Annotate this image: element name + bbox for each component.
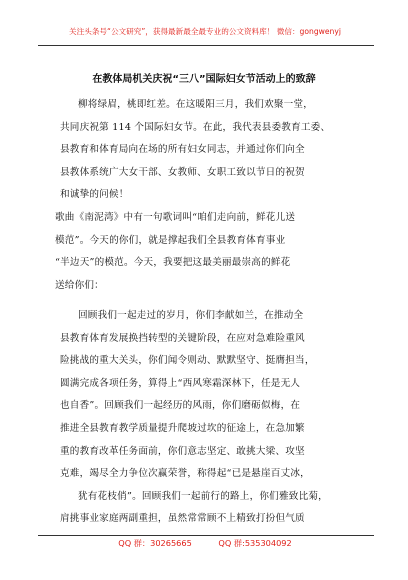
paragraph-line: 重的教育改革任务面前，你们意志坚定、敢挑大梁、攻坚 [60, 445, 305, 457]
paragraph-line: 回顾我们一起走过的岁月，你们李献如兰，在推动全 [78, 310, 304, 321]
paragraph-line: 圆满完成各项任务，算得上“西风寒霜深林下，任是无人 [60, 377, 301, 389]
paragraph-line: 歌曲《南泥湾》中有一句歌词叫“咱们走向前，鲜花儿送 [55, 212, 296, 223]
footer-contact [40, 538, 370, 549]
paragraph-1 [60, 94, 344, 207]
paragraph-line: 县教体系统广大女干部、女教师、女职工致以节日的祝贺 [60, 166, 305, 178]
paragraph-line: “半边天”的模范。今天，我要把这最美丽最崇高的鲜花 [55, 257, 291, 269]
paragraph-line: 模范”。今天的你们，就是撑起我们全县教育体育事业 [55, 234, 286, 246]
paragraph-line: 克难，竭尽全力争位次赢荣誉，称得起“已是悬崖百丈冰， [60, 468, 310, 480]
paragraph-line: 肩挑事业家庭两副重担，虽然常常顾不上精致打扮但气质 [60, 513, 305, 525]
document-title: 在教体局机关庆祝“三八”国际妇女节活动上的致辞 [92, 74, 316, 85]
paragraph-line: 犹有花枝俏”。回顾我们一起前行的路上，你们雅致比菊， [78, 490, 328, 502]
paragraph-3 [60, 305, 344, 531]
paragraph-line: 也自香”。回顾我们一起经历的风雨，你们磨砺似梅，在 [60, 400, 301, 412]
header-banner: 关注头条号“公文研究”，获得最新最全最专业的公文资料库！ 微信：gongwenyj [69, 27, 341, 36]
footer-qq-group-2: QQ 群:535304092 [218, 538, 292, 548]
paragraph-line: 县教育体育发展换挡转型的关键阶段，在应对急难险重风 [60, 332, 305, 344]
footer-qq-group-1: QQ 群：30265665 [118, 538, 192, 548]
paragraph-line: 柳将绿眉，桃即红差。在这暖阳三月，我们欢聚一堂， [78, 99, 314, 110]
paragraph-line: 和诚挚的问候！ [60, 189, 129, 201]
paragraph-line: 县教育和体育局向在场的所有妇女同志，并通过你们向全 [60, 144, 305, 156]
paragraph-line: 险挑战的重大关头，你们闻令则动、默默坚守、挺膺担当， [60, 355, 315, 367]
paragraph-2 [55, 207, 345, 297]
paragraph-line: 送给你们： [55, 279, 104, 291]
paragraph-line: 推进全县教育教学质量提升爬坡过坎的征途上，在急加繁 [60, 422, 305, 434]
header-divider [38, 45, 374, 46]
paragraph-line: 共同庆祝第 114 个国际妇女节。在此，我代表县委教育工委、 [60, 121, 331, 133]
footer-divider [38, 535, 374, 536]
